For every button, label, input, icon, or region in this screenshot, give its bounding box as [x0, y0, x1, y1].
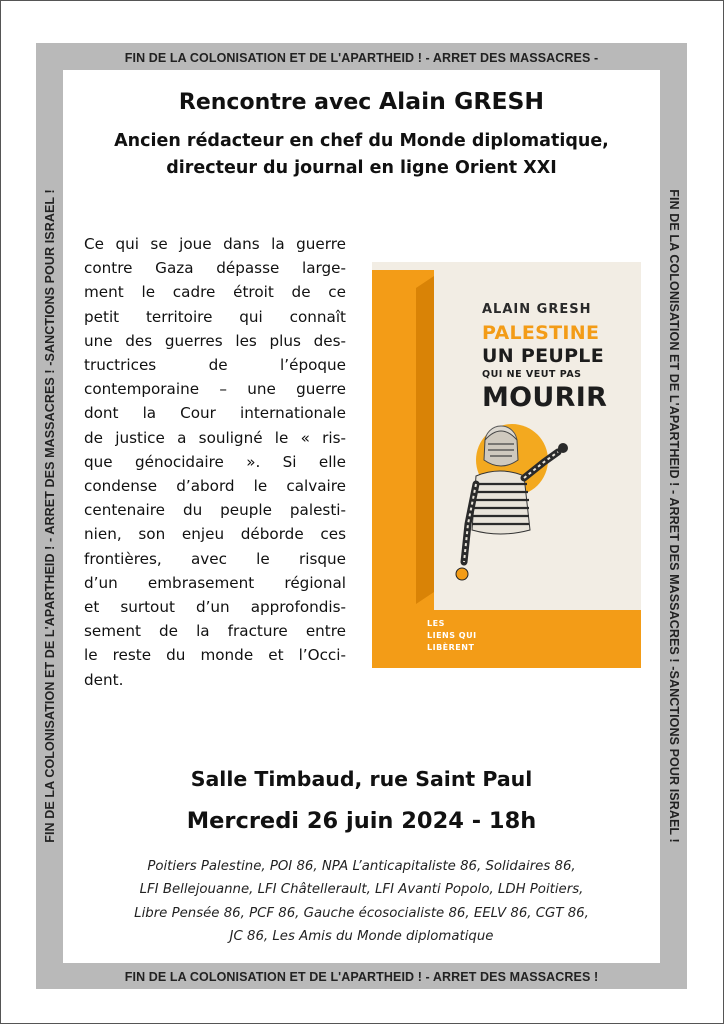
book-title-line: PALESTINE: [482, 322, 600, 344]
organizers-line: LFI Bellejouanne, LFI Châtellerault, LFI Avanti Popolo, LDH Poitiers,: [139, 882, 584, 898]
banner-bottom: FIN DE LA COLONISATION ET DE L'APARTHEID ! - ARRET DES MASSACRES !: [124, 970, 599, 984]
banner-top: FIN DE LA COLONISATION ET DE L'APARTHEID ! - ARRET DES MASSACRES -: [124, 51, 599, 65]
book-cover: [372, 262, 641, 668]
organizers-line: Libre Pensée 86, PCF 86, Gauche écosocialiste 86, EELV 86, CGT 86,: [134, 905, 589, 921]
body-line: condense d’abord le calvaire: [84, 477, 346, 496]
body-line: ment le cadre étroit de ce: [84, 283, 346, 302]
body-line: une des guerres les plus des-: [84, 331, 346, 350]
book-title-line: MOURIR: [482, 382, 608, 413]
body-line: petit territoire qui connaît: [84, 307, 346, 326]
orange-fold: [416, 276, 434, 604]
organizers-line: Poitiers Palestine, POI 86, NPA L’anticapitaliste 86, Solidaires 86,: [147, 859, 576, 874]
book-title-line: UN PEUPLE: [482, 345, 604, 367]
book-title-line: QUI NE VEUT PAS: [482, 369, 582, 380]
body-line: le reste du monde et l’Occi-: [84, 646, 346, 665]
organizers-line: JC 86, Les Amis du Monde diplomatique: [229, 929, 494, 945]
body-line: et surtout d’un approfondis-: [84, 598, 346, 617]
subtitle-line: Ancien rédacteur en chef du Monde diplomatique,: [114, 131, 609, 151]
description-paragraph: [84, 232, 346, 692]
body-line: dent.: [84, 670, 124, 689]
body-line: Ce qui se joue dans la guerre: [84, 235, 346, 253]
banner-right: FIN DE LA COLONISATION ET DE L'APARTHEID ! - ARRET DES MASSACRES ! -SANCTIONS POUR ISRAEL !: [667, 189, 681, 843]
organizers-list: [70, 855, 653, 949]
body-line: tructrices de l’époque: [84, 356, 346, 375]
speaker-description: [63, 128, 660, 182]
body-line: nien, son enjeu déborde ces: [84, 525, 346, 544]
publisher-line: LES: [427, 619, 445, 628]
body-line: sement de la fracture entre: [84, 622, 346, 641]
event-datetime: Mercredi 26 juin 2024 - 18h: [186, 808, 537, 834]
body-line: contre Gaza dépasse large-: [84, 259, 346, 278]
body-line: contemporaine – une guerre: [84, 380, 346, 399]
banner-left: FIN DE LA COLONISATION ET DE L'APARTHEID ! - ARRET DES MASSACRES ! -SANCTIONS POUR ISRAEL !: [43, 189, 57, 843]
publisher-line: LIBÈRENT: [427, 643, 475, 652]
event-title: [63, 86, 660, 118]
book-publisher: [427, 618, 477, 654]
body-line: d’un embrasement régional: [84, 573, 346, 592]
body-line: centenaire du peuple palesti-: [84, 501, 346, 520]
speaker-name: Alain GRESH: [379, 87, 545, 115]
event-venue: Salle Timbaud, rue Saint Paul: [190, 767, 533, 791]
body-line: de justice a souligné le « ris-: [84, 428, 346, 447]
book-author: ALAIN GRESH: [482, 302, 592, 317]
body-line: que génocidaire ». Si elle: [84, 452, 346, 471]
body-line: frontières, avec le risque: [84, 549, 346, 568]
title-prefix: Rencontre avec: [178, 90, 379, 115]
subtitle-line: directeur du journal en ligne Orient XXI: [166, 158, 557, 178]
body-line: dont la Cour internationale: [84, 404, 346, 423]
publisher-line: LIENS QUI: [427, 631, 477, 640]
